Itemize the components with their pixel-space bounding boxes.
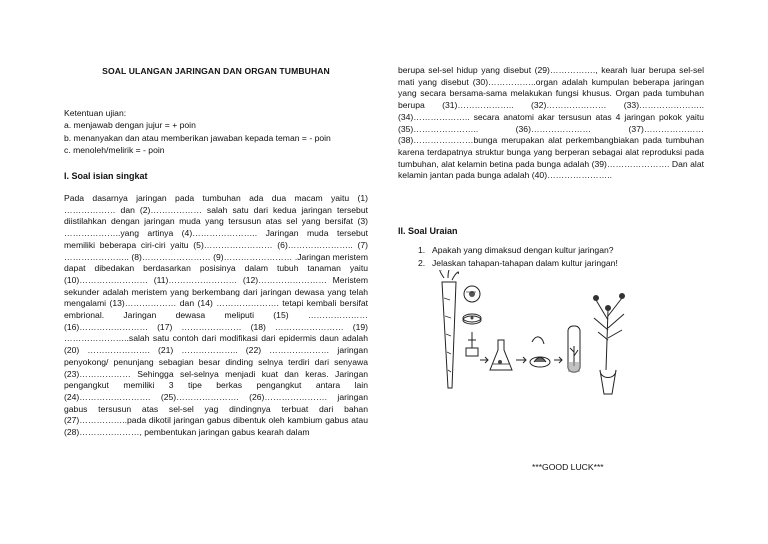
petri-dish-icon bbox=[463, 314, 481, 324]
section1-paragraph: Pada dasarnya jaringan pada tumbuhan ada dua macam yaitu (1) ……………… dan (2)……………… salah satu dari kedua jaringan tersebut diistilahkan dengan jaringan muda yang tersusun atas sel yang bersifat (3) ………………..yang artinya (4)………………….. Jaringan muda tersebut memiliki beberapa ciri-ciri yaitu (5)…………………… (6)………………….. (7) ………………….. (8)…………………… (9)…………………… .Jaringan meristem dapat dibedakan berdasarkan posisinya dalam tubuh tanaman yaitu (10)…………………… (11)…………………… (12)…………………… Meristem sekunder adalah meristem yang berkembang dari jaringan dewasa yang telah mengalami (13)……………… dan (14) …………………. tetapi kembali bersifat embrional. Jaringan dewasa meliputi (15) ………………… (16)…………………… (17) ………………… (18) …………………… (19) …………………..salah satu contoh dari modifikasi dari epidermis daun adalah (20) …………………. (21) ……………….. (22) ………………… jaringan penyokong/ penunjang sebagian besar dinding selnya terdiri dari senyawa (23)……………… Sehingga sel-selnya menjadi kuat dan keras. Jaringan pengangkut memiliki 3 tipe berkas pengangkut antara lain (24)……………………. (25)…………………. (26)…………………. jaringan gabus tersusun atas sel-sel yag dindingnya terbuat dari bahan (27)……………..pada dikotil jaringan gabus dibentuk oleh kambium gabus atau (28)…………………, pembentukan jaringan gabus kearah dalam bbox=[64, 193, 368, 438]
plant-icon bbox=[593, 293, 625, 394]
callus-icon bbox=[530, 337, 550, 367]
question-text: Jelaskan tahapan-tahapan dalam kultur jaringan! bbox=[432, 258, 618, 268]
carrot-icon bbox=[440, 270, 459, 388]
question-text: Apakah yang dimaksud dengan kultur jaringan? bbox=[432, 245, 614, 255]
section2-heading: II. Soal Uraian bbox=[398, 226, 458, 236]
exam-rules bbox=[64, 107, 368, 157]
rule-item: c. menoleh/melirik = - poin bbox=[64, 145, 165, 156]
section1-heading: I. Soal isian singkat bbox=[64, 171, 148, 181]
slice-icon bbox=[464, 286, 480, 302]
tissue-culture-illustration bbox=[436, 270, 636, 396]
closing-text: ***GOOD LUCK*** bbox=[532, 462, 604, 472]
page-title: SOAL ULANGAN JARINGAN DAN ORGAN TUMBUHAN bbox=[102, 66, 330, 76]
test-tube-icon bbox=[568, 326, 580, 372]
essay-questions bbox=[418, 244, 708, 270]
section1-continuation: berupa sel-sel hidup yang disebut (29)……………., kearah luar berupa sel-sel mati yang disebut (30)……………..organ adalah kumpulan beberapa jaringan yang secara bersama-sama melakukan fungsi khusus. Organ pada tumbuhan berupa (31)……………….. (32)………………… (33)………………….. (34)……………….. secara anatomi akar tersusun atas 4 jaringan pokok yaitu (35)………………….. (36)………………… (37)………………… (38)…………………bunga merupakan alat perkembangbiakan pada tumbuhan karena terdapatnya struktur bunga yang berperan sebagai alat reproduksi pada tumbuhan, alat kelamin betina pada bunga adalah (39)…………………. Dan alat kelamin jantan pada bunga adalah (40)………………….. bbox=[398, 65, 704, 181]
question-number: 2. bbox=[418, 258, 426, 268]
question-number: 1. bbox=[418, 245, 426, 255]
question-item bbox=[418, 244, 708, 257]
question-item bbox=[418, 257, 708, 270]
rules-heading: Ketentuan ujian: bbox=[64, 108, 127, 118]
rule-item: a. menjawab dengan jujur = + poin bbox=[64, 120, 196, 131]
explant-icon bbox=[466, 332, 478, 356]
flask-icon bbox=[490, 340, 512, 370]
rule-item: b. menanyakan dan atau memberikan jawaban kepada teman = - poin bbox=[64, 132, 331, 143]
